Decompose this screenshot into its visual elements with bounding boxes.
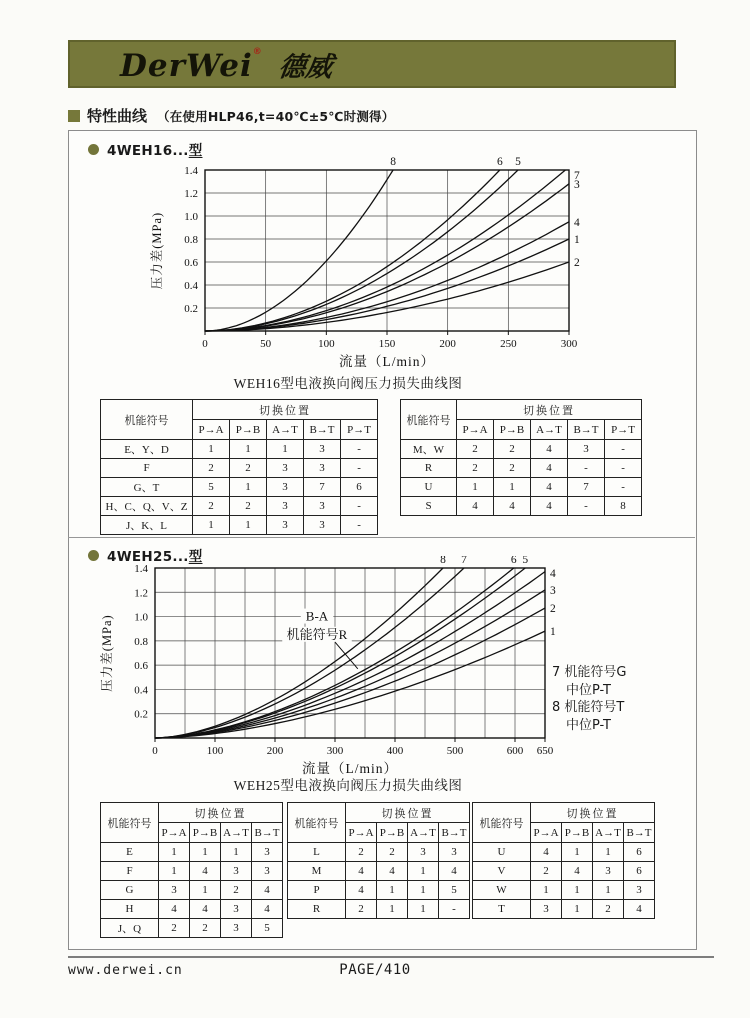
company-logo bbox=[70, 45, 333, 84]
y-tick-label: 1.4 bbox=[134, 563, 148, 575]
curve-number-cell: 4 bbox=[531, 843, 562, 862]
spool-symbol-cell: M bbox=[288, 862, 346, 881]
table-row bbox=[401, 459, 642, 478]
curve-number-cell: 2 bbox=[159, 919, 190, 938]
spool-symbol-cell: P bbox=[288, 881, 346, 900]
spool-symbol-cell: H、C、Q、V、Z bbox=[101, 497, 193, 516]
curve-number-cell: 3 bbox=[252, 862, 283, 881]
table-row bbox=[101, 478, 378, 497]
annotation-leader-line bbox=[335, 642, 358, 669]
curve-number-cell: 5 bbox=[252, 919, 283, 938]
curve-number-cell: 2 bbox=[230, 459, 267, 478]
legend-curve-name: 机能符号T bbox=[564, 700, 625, 715]
section-title: 特性曲线 bbox=[87, 107, 148, 125]
curve-label: 1 bbox=[550, 626, 556, 639]
x-tick-label: 200 bbox=[439, 338, 456, 350]
curve-number-cell: 2 bbox=[346, 900, 377, 919]
x-axis-label: 流量（L/min） bbox=[339, 354, 435, 369]
curve-number-cell: 2 bbox=[193, 459, 230, 478]
pressure-loss-chart-weh16 bbox=[88, 148, 608, 380]
table-row bbox=[101, 516, 378, 535]
x-tick-label: 600 bbox=[506, 745, 524, 757]
spool-symbol-cell: E bbox=[101, 843, 159, 862]
curve-number-cell: 3 bbox=[304, 440, 341, 459]
y-axis-label: 压力差(MPa) bbox=[100, 614, 114, 692]
footer-page-number: PAGE/410 bbox=[339, 962, 411, 978]
port-path-header: P→B bbox=[494, 420, 531, 440]
curve-number-cell: 1 bbox=[408, 881, 439, 900]
spool-symbol-cell: S bbox=[401, 497, 457, 516]
curve-number-cell: 2 bbox=[494, 440, 531, 459]
weh25-switch-position-table-1 bbox=[100, 802, 283, 938]
y-tick-label: 1.4 bbox=[184, 165, 198, 177]
y-tick-label: 0.2 bbox=[134, 708, 148, 721]
table-row bbox=[401, 497, 642, 516]
chart-curve-legend bbox=[552, 664, 662, 734]
port-path-header: P→B bbox=[377, 823, 408, 843]
y-tick-label: 0.6 bbox=[184, 257, 198, 269]
table-row bbox=[101, 919, 283, 938]
curve-8 bbox=[205, 170, 393, 331]
curve-label: 5 bbox=[522, 556, 529, 566]
x-tick-label: 300 bbox=[560, 338, 578, 350]
curve-number-cell: 4 bbox=[252, 900, 283, 919]
curve-number-cell: 3 bbox=[304, 497, 341, 516]
switch-position-group-header: 切换位置 bbox=[346, 803, 470, 823]
table-row bbox=[101, 843, 283, 862]
curve-number-cell: 5 bbox=[193, 478, 230, 497]
curve-number-cell: 2 bbox=[377, 843, 408, 862]
curve-number-cell: 4 bbox=[531, 440, 568, 459]
curve-number-cell: 2 bbox=[193, 497, 230, 516]
port-path-header: A→T bbox=[408, 823, 439, 843]
table-row bbox=[473, 862, 655, 881]
table-row bbox=[288, 843, 470, 862]
curve-number-cell: 4 bbox=[346, 881, 377, 900]
curve-number-cell: 4 bbox=[252, 881, 283, 900]
curve-label: 2 bbox=[550, 603, 556, 616]
port-path-header: B→T bbox=[252, 823, 283, 843]
spool-symbol-cell: G bbox=[101, 881, 159, 900]
y-tick-label: 0.6 bbox=[134, 660, 148, 673]
curve-number-cell: - bbox=[605, 478, 642, 497]
symbol-column-header: 机能符号 bbox=[101, 400, 193, 440]
port-path-header: P→B bbox=[562, 823, 593, 843]
curve-label: 4 bbox=[574, 216, 580, 229]
x-axis-label: 流量（L/min） bbox=[302, 761, 398, 776]
curve-number-cell: 1 bbox=[190, 843, 221, 862]
curve-number-cell: 2 bbox=[221, 881, 252, 900]
curve-8 bbox=[155, 568, 443, 738]
plot-border bbox=[155, 568, 545, 738]
table-row bbox=[101, 440, 378, 459]
spool-symbol-cell: R bbox=[288, 900, 346, 919]
spool-symbol-cell: M、W bbox=[401, 440, 457, 459]
curve-number-cell: 1 bbox=[562, 881, 593, 900]
spool-symbol-cell: W bbox=[473, 881, 531, 900]
annotation-text: B-A bbox=[305, 608, 329, 624]
y-axis-label: 压力差(MPa) bbox=[150, 211, 164, 290]
y-tick-label: 0.4 bbox=[184, 280, 198, 292]
curve-label: 6 bbox=[496, 156, 503, 168]
table-row bbox=[101, 459, 378, 478]
curve-number-cell: 4 bbox=[377, 862, 408, 881]
y-tick-label: 1.0 bbox=[134, 611, 148, 624]
curve-number-cell: 4 bbox=[624, 900, 655, 919]
curve-number-cell: 1 bbox=[193, 516, 230, 535]
weh25-switch-position-table-3 bbox=[472, 802, 655, 919]
symbol-column-header: 机能符号 bbox=[401, 400, 457, 440]
curve-number-cell: 1 bbox=[562, 900, 593, 919]
port-path-header: P→A bbox=[159, 823, 190, 843]
y-tick-label: 0.4 bbox=[134, 684, 148, 697]
curve-label: 4 bbox=[550, 568, 556, 580]
footer-website: www.derwei.cn bbox=[68, 963, 183, 978]
switch-position-group-header: 切换位置 bbox=[159, 803, 283, 823]
spool-symbol-cell: L bbox=[288, 843, 346, 862]
chart-caption-weh16: WEH16型电液换向阀压力损失曲线图 bbox=[233, 376, 463, 391]
port-path-header: B→T bbox=[624, 823, 655, 843]
x-tick-label: 500 bbox=[446, 745, 464, 757]
curve-number-cell: 1 bbox=[408, 862, 439, 881]
curve-number-cell: 1 bbox=[221, 843, 252, 862]
curve-number-cell: 6 bbox=[624, 862, 655, 881]
port-path-header: B→T bbox=[568, 420, 605, 440]
curve-number-cell: 1 bbox=[377, 900, 408, 919]
legend-entry bbox=[552, 699, 662, 717]
curve-number-cell: 3 bbox=[267, 516, 304, 535]
chart-caption-weh25: WEH25型电液换向阀压力损失曲线图 bbox=[233, 778, 463, 793]
model-heading-prefix: 4WEH16... bbox=[107, 143, 189, 159]
curve-number-cell: - bbox=[568, 497, 605, 516]
curve-label: 7 bbox=[574, 170, 580, 182]
legend-curve-number: 8 bbox=[552, 700, 561, 715]
port-path-header: P→B bbox=[230, 420, 267, 440]
table-row bbox=[288, 900, 470, 919]
curve-number-cell: 3 bbox=[267, 497, 304, 516]
curve-number-cell: 4 bbox=[190, 900, 221, 919]
curve-number-cell: 4 bbox=[457, 497, 494, 516]
curve-5 bbox=[155, 568, 525, 738]
curve-number-cell: 1 bbox=[230, 516, 267, 535]
curve-number-cell: 3 bbox=[408, 843, 439, 862]
y-tick-label: 0.2 bbox=[184, 303, 198, 315]
curve-number-cell: 4 bbox=[562, 862, 593, 881]
table-row bbox=[473, 881, 655, 900]
table-row bbox=[288, 881, 470, 900]
curve-number-cell: 4 bbox=[531, 459, 568, 478]
table-row bbox=[401, 478, 642, 497]
curve-number-cell: 1 bbox=[408, 900, 439, 919]
table-row bbox=[473, 843, 655, 862]
curve-number-cell: 3 bbox=[531, 900, 562, 919]
curve-number-cell: 3 bbox=[624, 881, 655, 900]
curve-number-cell: 1 bbox=[457, 478, 494, 497]
curve-number-cell: 4 bbox=[159, 900, 190, 919]
x-tick-label: 0 bbox=[152, 745, 158, 757]
table-row bbox=[101, 497, 378, 516]
spool-symbol-cell: E、Y、D bbox=[101, 440, 193, 459]
curve-number-cell: - bbox=[568, 459, 605, 478]
spool-symbol-cell: H bbox=[101, 900, 159, 919]
curve-number-cell: 3 bbox=[252, 843, 283, 862]
curve-number-cell: 4 bbox=[494, 497, 531, 516]
curve-number-cell: 1 bbox=[377, 881, 408, 900]
x-tick-label: 100 bbox=[206, 745, 224, 757]
brand-banner bbox=[68, 40, 676, 88]
curve-label: 5 bbox=[515, 156, 521, 168]
x-tick-label: 100 bbox=[318, 338, 335, 350]
section-heading bbox=[68, 105, 394, 126]
port-path-header: P→A bbox=[457, 420, 494, 440]
curve-number-cell: 5 bbox=[439, 881, 470, 900]
switch-position-group-header: 切换位置 bbox=[531, 803, 655, 823]
curve-number-cell: 4 bbox=[439, 862, 470, 881]
curve-number-cell: 7 bbox=[568, 478, 605, 497]
curve-number-cell: 1 bbox=[159, 843, 190, 862]
symbol-column-header: 机能符号 bbox=[101, 803, 159, 843]
curve-number-cell: 4 bbox=[531, 497, 568, 516]
curve-number-cell: - bbox=[439, 900, 470, 919]
x-tick-label: 0 bbox=[202, 338, 208, 350]
y-tick-label: 0.8 bbox=[184, 234, 198, 246]
port-path-header: P→A bbox=[346, 823, 377, 843]
curve-number-cell: - bbox=[341, 440, 378, 459]
curve-number-cell: 2 bbox=[230, 497, 267, 516]
curve-number-cell: 1 bbox=[230, 440, 267, 459]
port-path-header: A→T bbox=[221, 823, 252, 843]
spool-symbol-cell: R bbox=[401, 459, 457, 478]
curve-number-cell: 3 bbox=[568, 440, 605, 459]
switch-position-group-header: 切换位置 bbox=[457, 400, 642, 420]
curve-number-cell: 4 bbox=[190, 862, 221, 881]
section-square-marker bbox=[68, 110, 80, 122]
curve-number-cell: 8 bbox=[605, 497, 642, 516]
curve-number-cell: 4 bbox=[346, 862, 377, 881]
curve-number-cell: 3 bbox=[304, 459, 341, 478]
annotation-text: 机能符号R bbox=[286, 626, 348, 642]
x-tick-label: 200 bbox=[266, 745, 284, 757]
spool-symbol-cell: F bbox=[101, 459, 193, 478]
legend-entry-detail: 中位P-T bbox=[566, 717, 611, 733]
port-path-header: A→T bbox=[267, 420, 304, 440]
curve-label: 1 bbox=[574, 234, 580, 246]
model-heading-prefix: 4WEH25... bbox=[107, 549, 189, 565]
curve-number-cell: 1 bbox=[494, 478, 531, 497]
curve-label: 3 bbox=[550, 584, 556, 597]
curve-number-cell: 1 bbox=[593, 843, 624, 862]
curve-number-cell: 2 bbox=[457, 459, 494, 478]
port-path-header: P→B bbox=[190, 823, 221, 843]
spool-symbol-cell: F bbox=[101, 862, 159, 881]
curve-number-cell: - bbox=[341, 516, 378, 535]
curve-number-cell: 2 bbox=[593, 900, 624, 919]
curve-number-cell: 1 bbox=[193, 440, 230, 459]
x-tick-label: 50 bbox=[260, 338, 272, 350]
curve-number-cell: - bbox=[605, 459, 642, 478]
weh16-switch-position-table-2 bbox=[400, 399, 642, 516]
y-tick-label: 0.8 bbox=[134, 635, 148, 648]
curve-label: 2 bbox=[574, 257, 580, 269]
x-tick-label: 150 bbox=[378, 338, 396, 350]
curve-label: 8 bbox=[390, 156, 396, 168]
curve-number-cell: 2 bbox=[457, 440, 494, 459]
x-tick-label: 650 bbox=[536, 745, 554, 757]
model-heading-suffix: 型 bbox=[188, 143, 203, 159]
curve-number-cell: - bbox=[341, 497, 378, 516]
y-tick-label: 1.2 bbox=[134, 587, 148, 600]
curve-label: 8 bbox=[440, 556, 446, 566]
curve-number-cell: - bbox=[341, 459, 378, 478]
curve-number-cell: 3 bbox=[221, 919, 252, 938]
model-heading-suffix: 型 bbox=[188, 549, 203, 565]
footer-rule bbox=[68, 956, 714, 958]
curve-number-cell: 3 bbox=[221, 900, 252, 919]
logo-text-cn: 德威 bbox=[276, 51, 335, 83]
table-row bbox=[101, 862, 283, 881]
curve-number-cell: 1 bbox=[230, 478, 267, 497]
curve-number-cell: 6 bbox=[341, 478, 378, 497]
curve-number-cell: 7 bbox=[304, 478, 341, 497]
curve-number-cell: 2 bbox=[494, 459, 531, 478]
logo-text-en: DerWei bbox=[120, 47, 253, 84]
y-tick-label: 1.2 bbox=[184, 188, 198, 200]
curve-number-cell: 3 bbox=[304, 516, 341, 535]
curve-number-cell: 4 bbox=[531, 478, 568, 497]
table-row bbox=[401, 440, 642, 459]
port-path-header: B→T bbox=[304, 420, 341, 440]
curve-number-cell: 1 bbox=[159, 862, 190, 881]
curve-number-cell: 1 bbox=[562, 843, 593, 862]
curve-label: 6 bbox=[510, 556, 517, 566]
curve-label: 3 bbox=[574, 178, 580, 191]
port-path-header: P→A bbox=[193, 420, 230, 440]
legend-entry bbox=[552, 664, 662, 682]
curve-number-cell: 3 bbox=[159, 881, 190, 900]
registered-trademark-icon: ® bbox=[252, 46, 262, 57]
spool-symbol-cell: G、T bbox=[101, 478, 193, 497]
curve-number-cell: 1 bbox=[267, 440, 304, 459]
curve-1 bbox=[155, 631, 545, 738]
spool-symbol-cell: J、Q bbox=[101, 919, 159, 938]
curve-number-cell: 3 bbox=[221, 862, 252, 881]
port-path-header: P→T bbox=[341, 420, 378, 440]
port-path-header: P→A bbox=[531, 823, 562, 843]
curve-number-cell: - bbox=[605, 440, 642, 459]
port-path-header: A→T bbox=[593, 823, 624, 843]
legend-curve-name: 机能符号G bbox=[564, 665, 627, 680]
curve-number-cell: 3 bbox=[267, 459, 304, 478]
curve-number-cell: 2 bbox=[346, 843, 377, 862]
weh25-switch-position-table-2 bbox=[287, 802, 470, 919]
table-row bbox=[473, 900, 655, 919]
curve-number-cell: 1 bbox=[190, 881, 221, 900]
spool-symbol-cell: U bbox=[473, 843, 531, 862]
table-row bbox=[101, 881, 283, 900]
port-path-header: P→T bbox=[605, 420, 642, 440]
legend-entry-detail: 中位P-T bbox=[566, 682, 611, 698]
curve-label: 7 bbox=[461, 556, 467, 566]
legend-curve-number: 7 bbox=[552, 665, 561, 680]
spool-symbol-cell: V bbox=[473, 862, 531, 881]
curve-number-cell: 2 bbox=[531, 862, 562, 881]
spool-symbol-cell: U bbox=[401, 478, 457, 497]
curve-number-cell: 1 bbox=[593, 881, 624, 900]
port-path-header: B→T bbox=[439, 823, 470, 843]
x-tick-label: 300 bbox=[326, 745, 344, 757]
curve-number-cell: 3 bbox=[439, 843, 470, 862]
symbol-column-header: 机能符号 bbox=[473, 803, 531, 843]
section-divider bbox=[68, 537, 695, 538]
curve-number-cell: 3 bbox=[267, 478, 304, 497]
symbol-column-header: 机能符号 bbox=[288, 803, 346, 843]
curve-number-cell: 3 bbox=[593, 862, 624, 881]
switch-position-group-header: 切换位置 bbox=[193, 400, 378, 420]
table-row bbox=[288, 862, 470, 881]
x-tick-label: 250 bbox=[500, 338, 517, 350]
x-tick-label: 400 bbox=[386, 745, 404, 757]
weh16-switch-position-table-1 bbox=[100, 399, 378, 535]
section-test-condition-note: （在使用HLP46,t=40℃±5℃时测得） bbox=[157, 108, 395, 124]
curve-number-cell: 1 bbox=[531, 881, 562, 900]
spool-symbol-cell: J、K、L bbox=[101, 516, 193, 535]
curve-number-cell: 6 bbox=[624, 843, 655, 862]
spool-symbol-cell: T bbox=[473, 900, 531, 919]
port-path-header: A→T bbox=[531, 420, 568, 440]
table-row bbox=[101, 900, 283, 919]
y-tick-label: 1.0 bbox=[184, 211, 198, 223]
curve-number-cell: 2 bbox=[190, 919, 221, 938]
